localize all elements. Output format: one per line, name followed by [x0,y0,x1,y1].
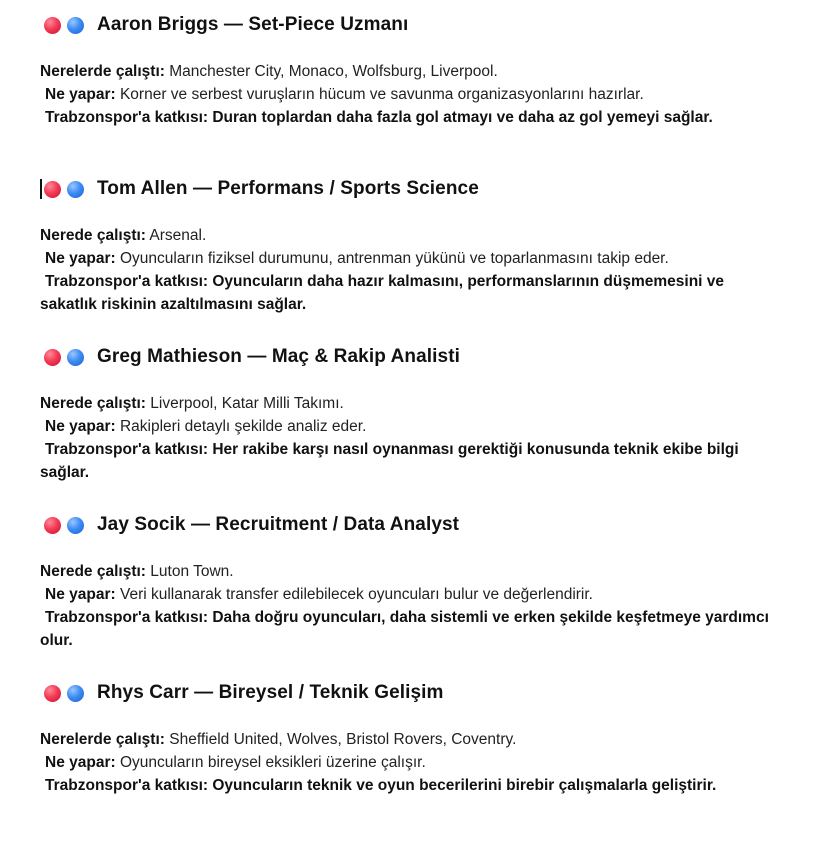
red-circle-icon [44,349,61,366]
staff-details [40,224,800,316]
staff-details [40,560,800,652]
does-value: Veri kullanarak transfer edilebilecek oyuncuları bulur ve değerlendirir. [119,586,593,603]
staff-details [40,728,800,797]
red-circle-icon [44,517,61,534]
red-circle-icon [44,685,61,702]
staff-name-title: Greg Mathieson — Maç & Rakip Analisti [97,346,461,367]
blue-circle-icon [67,517,84,534]
contribution-line [40,438,785,484]
worked-line [40,728,800,751]
worked-value: Luton Town. [150,563,234,580]
does-label: Ne yapar: [45,418,116,435]
contribution-label: Trabzonspor'a katkısı: [45,109,209,126]
contribution-line [40,106,785,129]
staff-name-title: Tom Allen — Performans / Sports Science [97,178,479,199]
worked-label: Nerede çalıştı: [40,227,146,244]
staff-details [40,60,800,129]
text-cursor [40,179,42,199]
blue-circle-icon [67,181,84,198]
does-label: Ne yapar: [45,250,116,267]
blue-circle-icon [67,685,84,702]
does-value: Oyuncuların bireysel eksikleri üzerine çalışır. [119,754,426,771]
contribution-line [40,774,785,797]
contribution-line [40,270,785,316]
contribution-line [40,606,785,652]
worked-value: Manchester City, Monaco, Wolfsburg, Liverpool. [169,63,498,80]
staff-name-title: Rhys Carr — Bireysel / Teknik Gelişim [97,682,444,703]
contribution-value: Her rakibe karşı nasıl oynanması gerektiği konusunda teknik ekibe bilgi sağlar. [40,441,739,481]
contribution-label: Trabzonspor'a katkısı: [45,441,209,458]
worked-value: Arsenal. [149,227,207,244]
contribution-value: Daha doğru oyuncuları, daha sistemli ve erken şekilde keşfetmeye yardımcı olur. [40,609,769,649]
worked-line [40,60,800,83]
does-line [40,751,800,774]
red-circle-icon [44,181,61,198]
contribution-value: Oyuncuların teknik ve oyun becerilerini birebir çalışmalarla geliştirir. [212,777,717,794]
contribution-label: Trabzonspor'a katkısı: [45,777,209,794]
section-heading [44,12,408,38]
does-label: Ne yapar: [45,754,116,771]
worked-value: Sheffield United, Wolves, Bristol Rovers, Coventry. [169,731,517,748]
contribution-label: Trabzonspor'a katkısı: [45,609,209,626]
does-label: Ne yapar: [45,86,116,103]
worked-label: Nerelerde çalıştı: [40,731,165,748]
section-heading [44,680,444,706]
section-heading [44,512,459,538]
staff-details [40,392,800,484]
worked-line [40,560,800,583]
does-line [40,415,800,438]
contribution-value: Duran toplardan daha fazla gol atmayı ve daha az gol yemeyi sağlar. [212,109,713,126]
worked-label: Nerelerde çalıştı: [40,63,165,80]
worked-label: Nerede çalıştı: [40,563,146,580]
blue-circle-icon [67,17,84,34]
staff-name-title: Jay Socik — Recruitment / Data Analyst [97,514,460,535]
worked-value: Liverpool, Katar Milli Takımı. [150,395,344,412]
does-line [40,83,800,106]
does-value: Oyuncuların fiziksel durumunu, antrenman yükünü ve toparlanmasını takip eder. [119,250,669,267]
contribution-value: Oyuncuların daha hazır kalmasını, performanslarının düşmemesini ve sakatlık riskinin azaltılmasını sağlar. [40,273,725,313]
section-heading [44,176,479,202]
contribution-label: Trabzonspor'a katkısı: [45,273,209,290]
does-value: Korner ve serbest vuruşların hücum ve savunma organizasyonlarını hazırlar. [119,86,644,103]
does-label: Ne yapar: [45,586,116,603]
blue-circle-icon [67,349,84,366]
worked-line [40,224,800,247]
does-value: Rakipleri detaylı şekilde analiz eder. [119,418,367,435]
does-line [40,247,800,270]
red-circle-icon [44,17,61,34]
staff-name-title: Aaron Briggs — Set-Piece Uzmanı [97,14,409,35]
worked-line [40,392,800,415]
does-line [40,583,800,606]
worked-label: Nerede çalıştı: [40,395,146,412]
section-heading [44,344,460,370]
